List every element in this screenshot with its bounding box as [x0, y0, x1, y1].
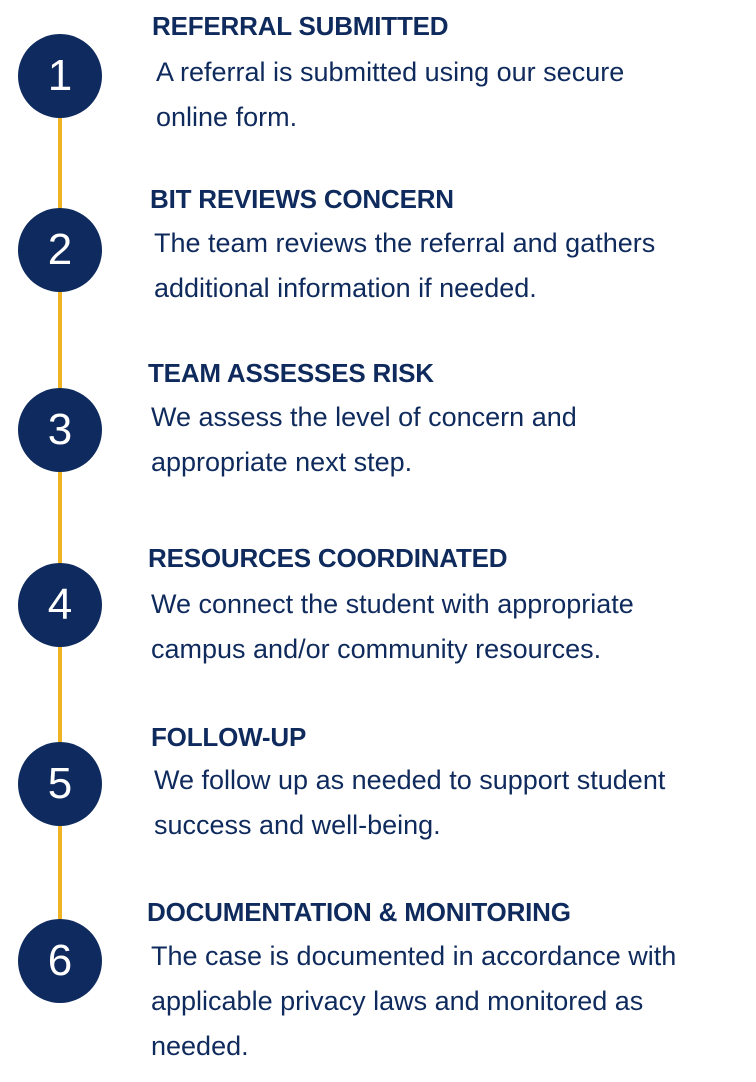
step-6-title: DOCUMENTATION & MONITORING	[147, 897, 571, 927]
step-1-description-line: A referral is submitted using our secure	[156, 57, 625, 87]
step-6-description-line: The case is documented in accordance with	[151, 941, 677, 971]
step-3-description-line: appropriate next step.	[151, 447, 413, 477]
step-1-description-line: online form.	[156, 102, 298, 132]
step-2-title: BIT REVIEWS CONCERN	[150, 184, 454, 214]
step-3-number-badge: 3	[18, 388, 102, 472]
step-5-description-line: success and well-being.	[154, 810, 441, 840]
timeline-connector-line	[58, 70, 62, 970]
step-4-number-badge: 4	[18, 563, 102, 647]
step-3-description-line: We assess the level of concern and	[151, 402, 577, 432]
step-6-number-badge: 6	[18, 919, 102, 1003]
step-5-title: FOLLOW-UP	[151, 722, 307, 752]
step-2-description-line: The team reviews the referral and gathers	[154, 228, 656, 258]
step-6-description	[151, 934, 741, 1069]
step-1-description	[156, 50, 746, 140]
step-6-description-line: needed.	[151, 1031, 249, 1061]
step-3-title: TEAM ASSESSES RISK	[148, 358, 434, 388]
step-5-description	[154, 758, 744, 848]
step-2-number-badge: 2	[18, 208, 102, 292]
step-5-number-badge: 5	[18, 742, 102, 826]
step-6-description-line: applicable privacy laws and monitored as	[151, 986, 644, 1016]
step-4-title: RESOURCES COORDINATED	[148, 543, 508, 573]
step-1-title: REFERRAL SUBMITTED	[152, 11, 449, 41]
step-4-description-line: We connect the student with appropriate	[151, 589, 634, 619]
step-3-description	[151, 395, 741, 485]
step-4-description-line: campus and/or community resources.	[151, 634, 602, 664]
step-4-description	[151, 582, 741, 672]
step-1-number-badge: 1	[18, 34, 102, 118]
step-2-description	[154, 221, 744, 311]
step-2-description-line: additional information if needed.	[154, 273, 537, 303]
step-5-description-line: We follow up as needed to support student	[154, 765, 666, 795]
